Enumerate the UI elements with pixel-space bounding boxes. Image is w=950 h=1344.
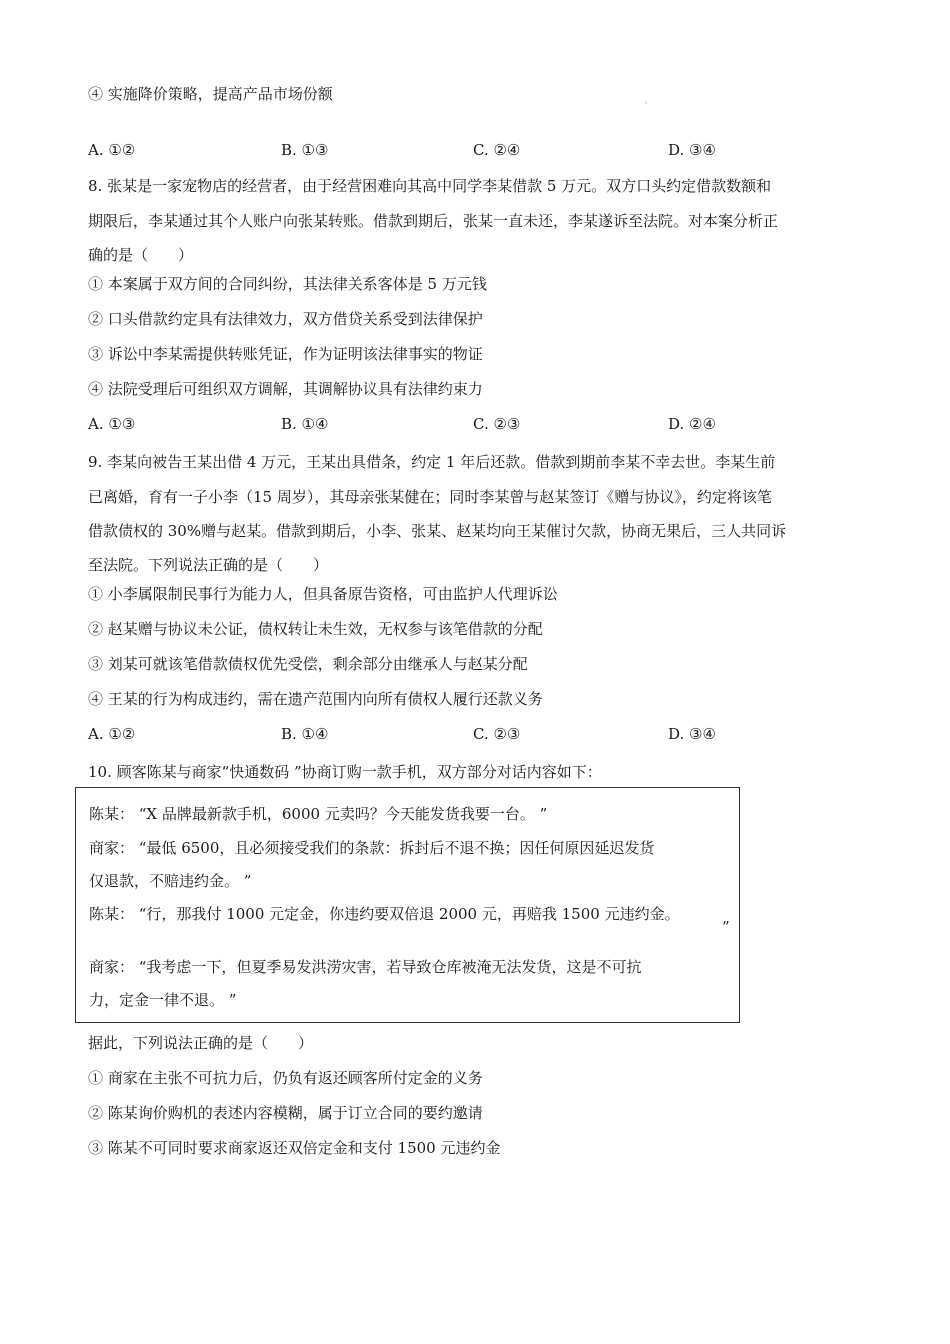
q8-option-b[interactable]: B. ①④ xyxy=(281,415,329,433)
q10-item-3: ③ 陈某不可同时要求商家返还双倍定金和支付 1500 元违约金 xyxy=(88,1139,501,1157)
q7-option-d[interactable]: D. ③④ xyxy=(668,141,716,159)
q8-option-c[interactable]: C. ②③ xyxy=(473,415,521,433)
q7-option-c[interactable]: C. ②④ xyxy=(473,141,521,159)
q7-option-b[interactable]: B. ①③ xyxy=(281,141,329,159)
q8-option-a[interactable]: A. ①③ xyxy=(88,415,136,433)
dialog-line-4: 陈某： “行，那我付 1000 元定金，你违约要双倍退 2000 元，再赔我 1500 元违约金。 xyxy=(89,905,680,923)
q7-option-a[interactable]: A. ①② xyxy=(88,141,136,159)
q8-option-d[interactable]: D. ②④ xyxy=(668,415,716,433)
q8-stem-line-3: 确的是（ ） xyxy=(88,246,194,264)
q8-item-1: ① 本案属于双方间的合同纠纷，其法律关系客体是 5 万元钱 xyxy=(88,275,487,293)
dialog-line-2: 商家： “最低 6500，且必须接受我们的条款：拆封后不退不换；因任何原因延迟发货 xyxy=(89,839,655,857)
q9-item-3: ③ 刘某可就该笔借款债权优先受偿，剩余部分由继承人与赵某分配 xyxy=(88,655,528,673)
q9-item-2: ② 赵某赠与协议未公证，债权转让未生效，无权参与该笔借款的分配 xyxy=(88,620,543,638)
q9-stem-line-2: 已离婚，育有一子小李（15 周岁），其母亲张某健在；同时李某曾与赵某签订《赠与协议》，约定将该笔 xyxy=(88,488,772,506)
dialog-line-5: 商家： “我考虑一下，但夏季易发洪涝灾害，若导致仓库被淹无法发货，这是不可抗 xyxy=(89,958,642,976)
q9-item-4: ④ 王某的行为构成违约，需在遗产范围内向所有债权人履行还款义务 xyxy=(88,690,543,708)
q8-stem-line-2: 期限后，李某通过其个人账户向张某转账。借款到期后，张某一直未还，李某遂诉至法院。对本案分析正 xyxy=(88,212,779,230)
dialog-box xyxy=(75,787,740,1023)
q8-item-2: ② 口头借款约定具有法律效力，双方借贷关系受到法律保护 xyxy=(88,310,483,328)
q9-stem-line-1: 9. 李某向被告王某出借 4 万元，王某出具借条，约定 1 年后还款。借款到期前李某不幸去世。李某生前 xyxy=(88,453,776,471)
q8-item-4: ④ 法院受理后可组织双方调解，其调解协议具有法律约束力 xyxy=(88,380,483,398)
q9-option-d[interactable]: D. ③④ xyxy=(668,725,716,743)
q8-item-3: ③ 诉讼中李某需提供转账凭证，作为证明该法律事实的物证 xyxy=(88,345,483,363)
q10-item-2: ② 陈某询价购机的表述内容模糊，属于订立合同的要约邀请 xyxy=(88,1104,483,1122)
q10-question: 据此，下列说法正确的是（ ） xyxy=(88,1034,314,1052)
q8-stem-line-1: 8. 张某是一家宠物店的经营者，由于经营困难向其高中同学李某借款 5 万元。双方口头约定借款数额和 xyxy=(88,177,772,195)
dialog-closing-quote: ” xyxy=(722,918,730,936)
q9-stem-line-4: 至法院。下列说法正确的是（ ） xyxy=(88,556,329,574)
dialog-line-1: 陈某： “X 品牌最新款手机，6000 元卖吗？今天能发货我要一台。 ” xyxy=(89,805,548,823)
q9-stem-line-3: 借款债权的 30%赠与赵某。借款到期后，小李、张某、赵某均向王某催讨欠款，协商无果后，三人共同诉 xyxy=(88,522,787,540)
q9-option-a[interactable]: A. ①② xyxy=(88,725,136,743)
q10-item-1: ① 商家在主张不可抗力后，仍负有返还顾客所付定金的义务 xyxy=(88,1069,483,1087)
dialog-line-6: 力，定金一律不退。 ” xyxy=(89,991,237,1009)
q7-item-4: ④ 实施降价策略，提高产品市场份额 xyxy=(88,85,333,103)
q9-option-b[interactable]: B. ①④ xyxy=(281,725,329,743)
stray-dot: 。 xyxy=(645,97,652,105)
dialog-line-3: 仅退款，不赔违约金。 ” xyxy=(89,872,252,890)
q10-stem: 10. 顾客陈某与商家“快通数码 ”协商订购一款手机，双方部分对话内容如下： xyxy=(88,763,602,781)
q9-option-c[interactable]: C. ②③ xyxy=(473,725,521,743)
q9-item-1: ① 小李属限制民事行为能力人，但具备原告资格，可由监护人代理诉讼 xyxy=(88,585,558,603)
